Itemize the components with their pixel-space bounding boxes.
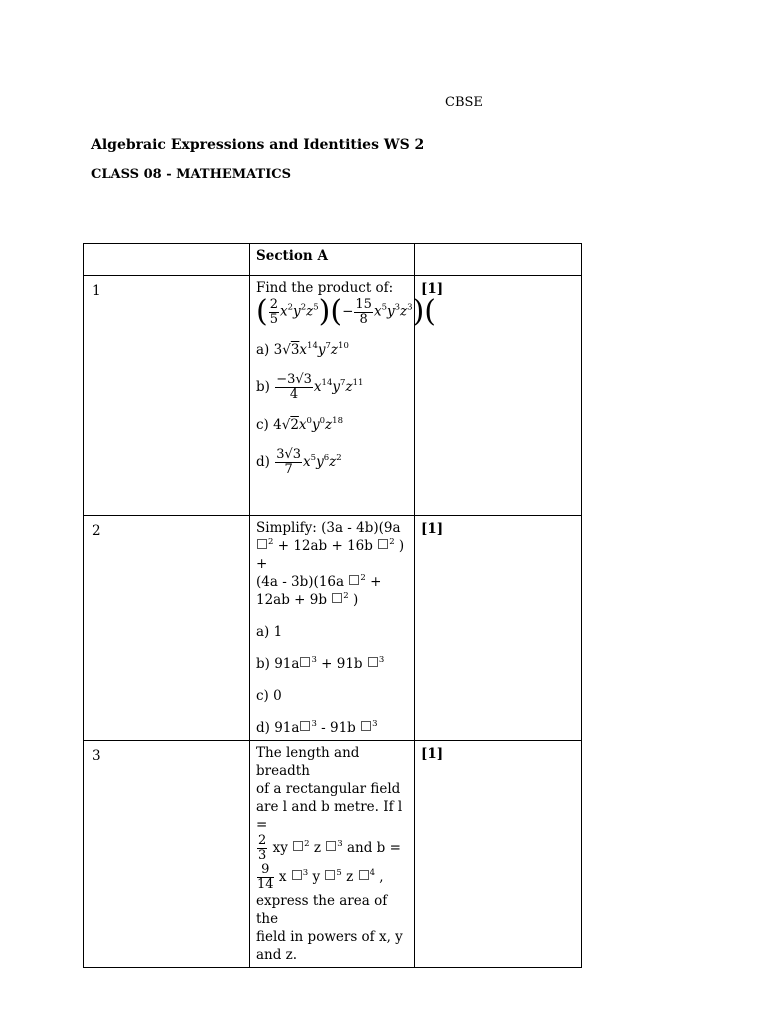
- fraction: $\frac{9}{14}$: [257, 862, 274, 892]
- option-c: c) 0: [256, 688, 282, 704]
- question-prompt: Simplify: (3a - 4b)(9a $^2$ + 12ab + 16b $^2$ ) + (4a - 3b)(16a $^2$ + 12ab + 9b $^2$ ): [256, 520, 405, 608]
- question-body: [250, 741, 415, 968]
- question-table: [83, 243, 582, 968]
- question-number: 1: [84, 276, 250, 516]
- product-expression: ( $\frac{2}{5}$ $x^2y^2z^5)(-$ $\frac{15}{8}$ $x^5y^3z^3$)(: [256, 294, 437, 329]
- missing-glyph-icon: [326, 841, 336, 851]
- missing-glyph-icon: [368, 657, 378, 667]
- marks-label: [1]: [415, 516, 582, 741]
- option-a: a) $3√3x^{14}y^7z^{10}$: [256, 341, 349, 358]
- missing-glyph-icon: [349, 575, 359, 585]
- missing-glyph-icon: [325, 870, 335, 880]
- question-body: [250, 276, 437, 516]
- board-label: CBSE: [445, 95, 483, 110]
- option-a: a) 1: [256, 624, 283, 640]
- table-row: [84, 516, 582, 741]
- question-prompt: The length and breadth of a rectangular field are l and b metre. If l = $\frac{2}{3}$ xy $^2$ z $^3$ and b = $\frac{9}{14}$ x $^3$ y $^5$ z $^4$ , express the area of the field in powers of x, y and z.: [256, 745, 403, 963]
- fraction: $\frac{3√3}{7}$: [276, 447, 302, 477]
- class-subject-line: CLASS 08 - MATHEMATICS: [91, 167, 292, 182]
- option-c: c) $4√2x^0y^0z^{18}$: [256, 416, 343, 433]
- question-number: 3: [84, 741, 250, 968]
- missing-glyph-icon: [300, 721, 310, 731]
- option-d: d) $\frac{3√3}{7}$ $x^5y^6z^2$: [256, 447, 342, 477]
- missing-glyph-icon: [332, 593, 342, 603]
- missing-glyph-icon: [378, 539, 388, 549]
- option-b: b) 91a $^3$ + 91b $^3$: [256, 655, 385, 672]
- option-b: b) $\frac{-3√3}{4}$ $x^{14}y^7z^{11}$: [256, 372, 364, 402]
- missing-glyph-icon: [292, 870, 302, 880]
- table-row: [84, 276, 582, 516]
- question-prompt: Find the product of:: [256, 280, 394, 296]
- worksheet-title: Algebraic Expressions and Identities WS 2: [91, 137, 425, 153]
- missing-glyph-icon: [300, 657, 310, 667]
- fraction: $\frac{15}{8}$: [355, 296, 372, 327]
- missing-glyph-icon: [293, 841, 303, 851]
- missing-glyph-icon: [361, 721, 371, 731]
- fraction: $\frac{2}{5}$: [269, 296, 278, 327]
- missing-glyph-icon: [359, 870, 369, 880]
- question-number: 2: [84, 516, 250, 741]
- marks-label: [1]: [415, 276, 582, 516]
- table-header-row: [84, 244, 582, 276]
- header-empty-cell: [84, 244, 250, 276]
- fraction: $\frac{-3√3}{4}$: [276, 372, 312, 402]
- missing-glyph-icon: [257, 539, 267, 549]
- marks-label: [1]: [415, 741, 582, 968]
- table-row: [84, 741, 582, 968]
- header-empty-cell: [415, 244, 582, 276]
- fraction: $\frac{2}{3}$: [258, 833, 267, 863]
- section-heading: Section A: [250, 244, 415, 276]
- option-d: d) 91a $^3$ - 91b $^3$: [256, 719, 378, 736]
- question-body: [250, 516, 415, 741]
